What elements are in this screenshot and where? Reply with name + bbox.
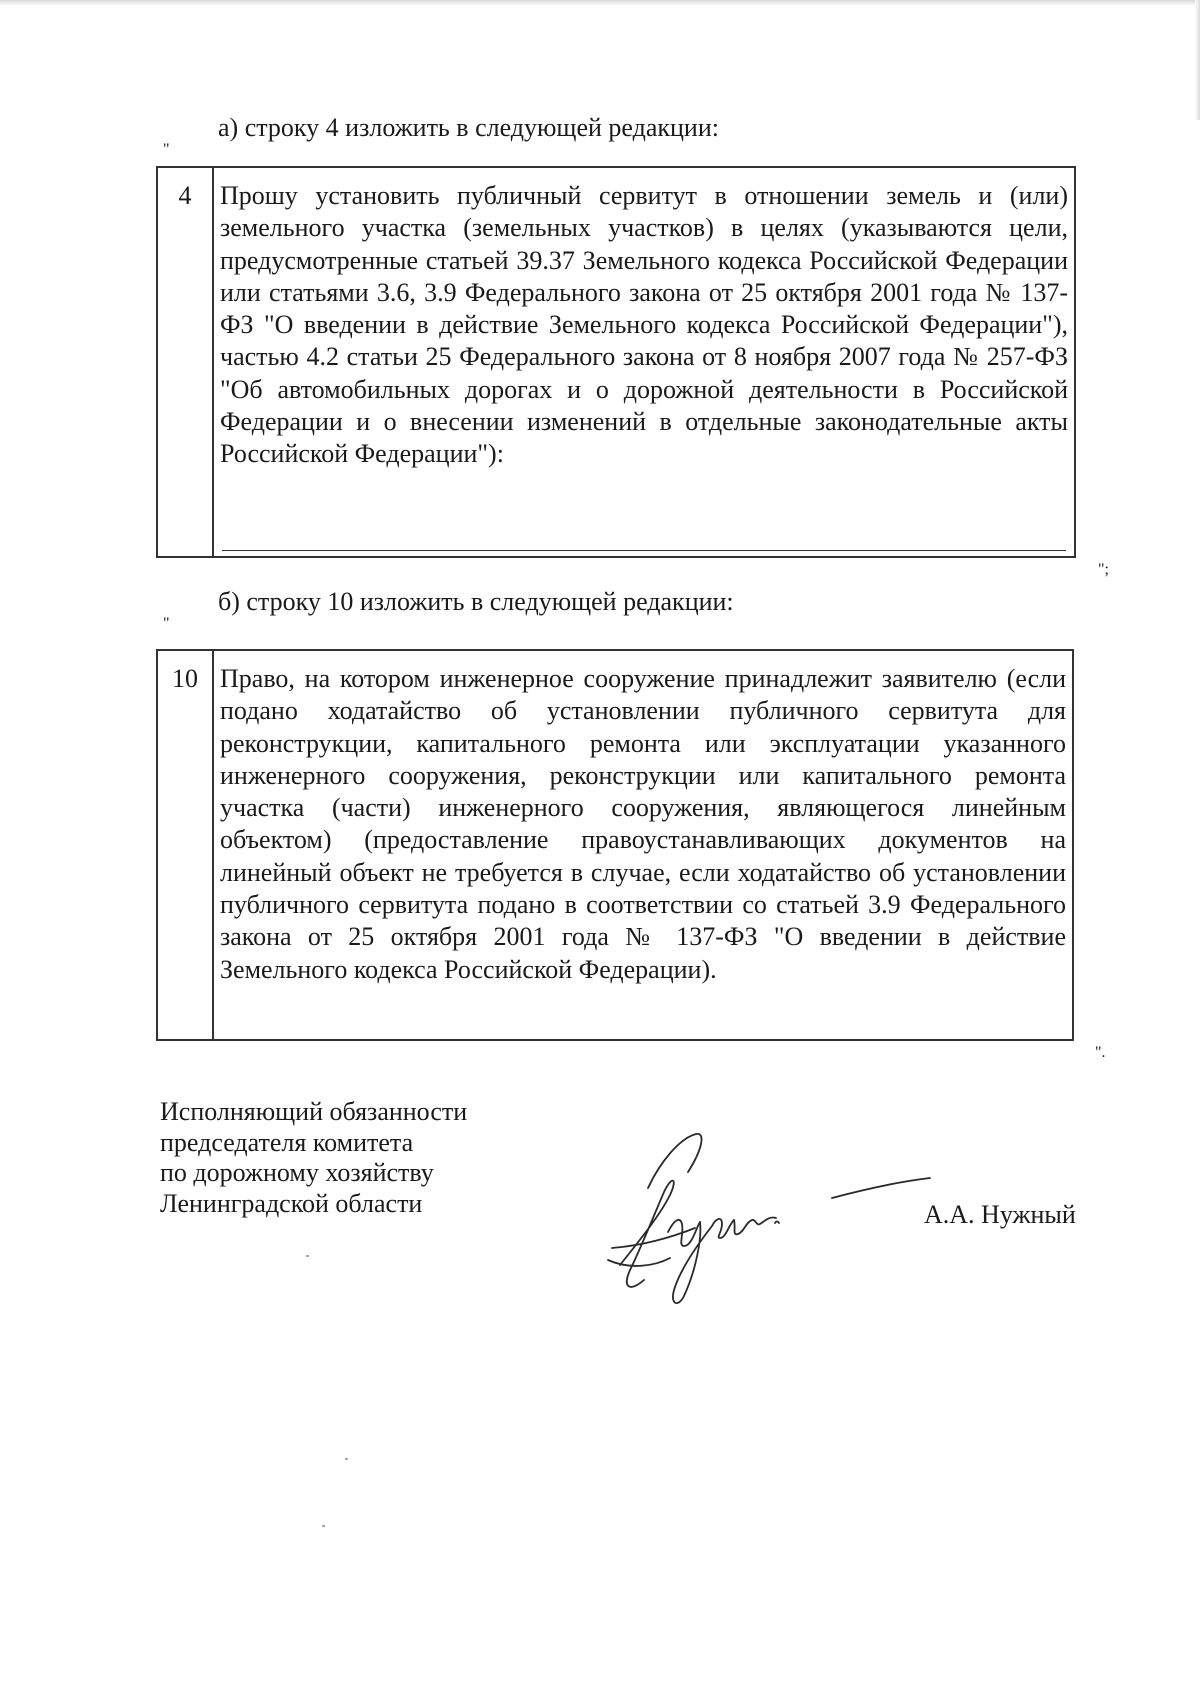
- position-line: Исполняющий обязанности: [160, 1097, 468, 1126]
- position-line: Ленинградской области: [160, 1188, 423, 1218]
- section-a-open-quote: ": [163, 141, 170, 158]
- row-10-table: [156, 649, 1074, 1041]
- scan-speck: [306, 1255, 309, 1257]
- scan-speck: [345, 1458, 348, 1460]
- row-4-text: Прошу установить публичный сервитут в отношении земель и (или) земельного участка (земельных участков) в целях (указываются цели, предусмотренные статьей 39.37 Земельного кодекса Российской Федерации или статьями 3.6, 3.9 Федерального закона от 25 октября 2001 года № 137-ФЗ "О введении в действие Земельного кодекса Российской Федерации"), частью 4.2 статьи 25 Федерального закона от 8 ноября 2007 года № 257-ФЗ "Об автомобильных дорогах и о дорожной деятельности в Российской Федерации и о внесении изменений в отдельные законодательные акты Российской Федерации"):: [220, 181, 1068, 469]
- row-10-number: 10: [158, 651, 214, 1039]
- scan-edge-right: [1195, 0, 1200, 120]
- position-line: председателя комитета: [160, 1127, 414, 1157]
- scan-speck: [322, 1525, 325, 1527]
- section-b-open-quote: ": [163, 615, 170, 632]
- scan-edge-top: [0, 0, 1200, 6]
- row-4-blank-line: [222, 550, 1066, 551]
- position-line: по дорожному хозяйству: [160, 1158, 434, 1187]
- signatory-position: [160, 1097, 467, 1219]
- section-b-close-quote: ".: [1095, 1044, 1106, 1061]
- section-b-intro: б) строку 10 изложить в следующей редакции:: [218, 587, 734, 616]
- handwritten-signature-icon: [600, 1120, 960, 1305]
- section-a-close-quote: ";: [1098, 561, 1109, 578]
- row-4-table: [156, 166, 1076, 558]
- section-a-intro: а) строку 4 изложить в следующей редакции:: [218, 113, 719, 142]
- row-10-text: Право, на котором инженерное сооружение принадлежит заявителю (если подано ходатайство об установлении публичного сервитута для реконструкции, капитального ремонта или эксплуатации указанного инженерного сооружения, реконструкции или капитального ремонта участка (части) инженерного сооружения, являющегося линейным объектом) (предоставление правоустанавливающих документов на линейный объект не требуется в случае, если ходатайство об установлении публичного сервитута подано в соответствии со статьей 3.9 Федерального закона от 25 октября 2001 года № 137-ФЗ "О введении в действие Земельного кодекса Российской Федерации).: [220, 664, 1066, 984]
- signer-name: А.А. Нужный: [924, 1200, 1076, 1229]
- row-4-number: 4: [158, 168, 214, 556]
